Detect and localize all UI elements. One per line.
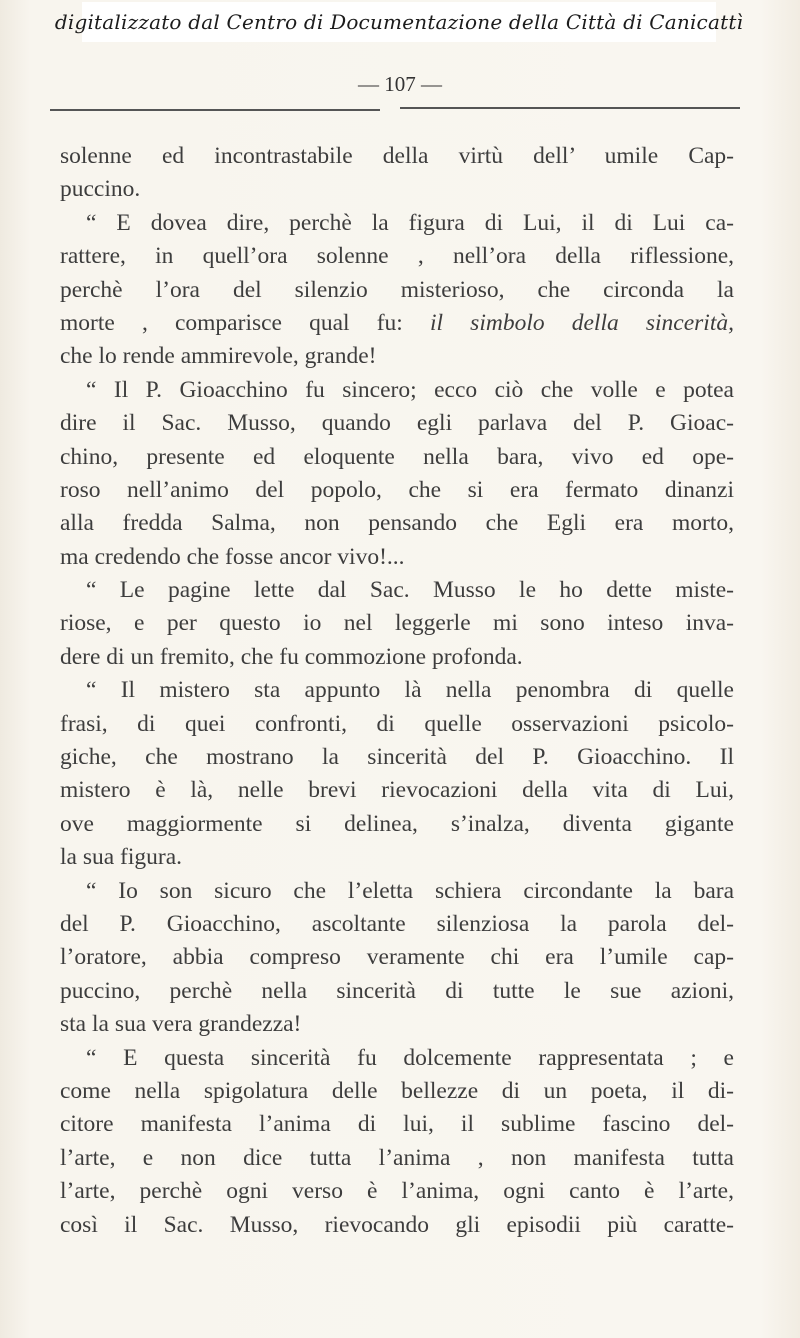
text-line: la sua figura. bbox=[60, 844, 183, 871]
watermark-banner bbox=[54, 2, 744, 42]
text-line: come nella spigolatura delle bellezze di un poeta, il di- bbox=[60, 1077, 734, 1104]
italic-text-segment: il simbolo della sincerità, bbox=[429, 309, 734, 336]
header-rule-left bbox=[50, 109, 380, 111]
text-line: frasi, di quei confronti, di quelle osservazioni psicolo- bbox=[60, 710, 734, 737]
text-line: citore manifesta l’anima di lui, il sublime fascino del- bbox=[60, 1111, 734, 1138]
text-line: riose, e per questo io nel leggerle mi sono inteso inva- bbox=[60, 610, 734, 637]
text-line: mistero è là, nelle brevi rievocazioni della vita di Lui, bbox=[60, 777, 734, 804]
text-line: ove maggiormente si delinea, s’inalza, diventa gigante bbox=[60, 810, 734, 837]
text-line bbox=[60, 307, 734, 340]
text-line: l’oratore, abbia compreso veramente chi era l’umile cap- bbox=[60, 944, 734, 971]
text-line: alla fredda Salma, non pensando che Egli era morto, bbox=[60, 510, 734, 537]
page-header bbox=[0, 72, 800, 97]
text-line: che lo rende ammirevole, grande! bbox=[60, 343, 377, 370]
text-line: l’arte, perchè ogni verso è l’anima, ogni canto è l’arte, bbox=[60, 1178, 734, 1205]
text-line: dire il Sac. Musso, quando egli parlava del P. Gioac- bbox=[60, 410, 734, 437]
text-line: puccino, perchè nella sincerità di tutte le sue azioni, bbox=[60, 977, 734, 1004]
text-line: perchè l’ora del silenzio misterioso, che circonda la bbox=[60, 276, 734, 303]
text-line: dere di un fremito, che fu commozione profonda. bbox=[60, 643, 523, 670]
text-line: solenne ed incontrastabile della virtù dell’ umile Cap- bbox=[60, 143, 734, 169]
text-segment: morte , comparisce qual fu: bbox=[60, 309, 430, 336]
text-line: “ E dovea dire, perchè la figura di Lui, il di Lui ca- bbox=[86, 209, 734, 236]
page-number: — 107 — bbox=[358, 72, 442, 96]
text-line: “ E questa sincerità fu dolcemente rappresentata ; e bbox=[86, 1044, 734, 1071]
text-line: del P. Gioacchino, ascoltante silenziosa la parola del- bbox=[60, 910, 734, 937]
header-rule-right bbox=[400, 107, 740, 109]
text-line: rattere, in quell’ora solenne , nell’ora della riflessione, bbox=[60, 243, 734, 270]
text-line: giche, che mostrano la sincerità del P. Gioacchino. Il bbox=[60, 744, 734, 771]
text-line: roso nell’animo del popolo, che si era fermato dinanzi bbox=[60, 476, 734, 503]
text-line: “ Il P. Gioacchino fu sincero; ecco ciò che volle e potea bbox=[86, 376, 734, 403]
watermark-text: digitalizzato dal Centro di Documentazione della Città di Canicattì bbox=[54, 10, 744, 34]
text-line: “ Io son sicuro che l’eletta schiera circondante la bara bbox=[86, 877, 734, 904]
text-line: “ Il mistero sta appunto là nella penombra di quelle bbox=[86, 677, 734, 704]
text-line: ma credendo che fosse ancor vivo!... bbox=[60, 543, 405, 570]
body-text bbox=[60, 140, 734, 1242]
text-line: puccino. bbox=[60, 176, 141, 203]
text-line: “ Le pagine lette dal Sac. Musso le ho dette miste- bbox=[86, 577, 734, 604]
text-line: l’arte, e non dice tutta l’anima , non manifesta tutta bbox=[60, 1144, 734, 1171]
text-line: sta la sua vera grandezza! bbox=[60, 1011, 302, 1038]
text-line: così il Sac. Musso, rievocando gli episodii più caratte- bbox=[60, 1211, 734, 1238]
text-line: chino, presente ed eloquente nella bara, vivo ed ope- bbox=[60, 443, 734, 470]
